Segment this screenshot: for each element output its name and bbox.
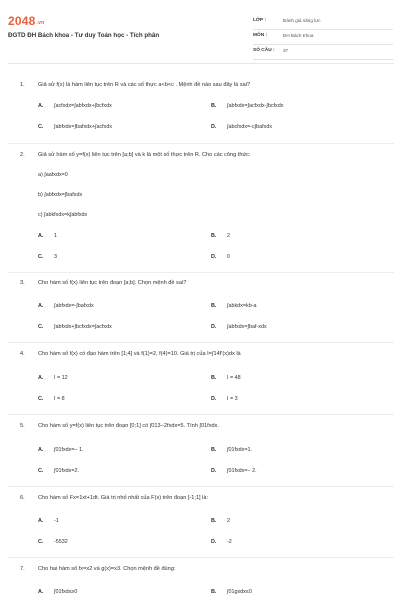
option-c[interactable] [38, 124, 112, 130]
option-key: A. [38, 103, 44, 109]
option-b[interactable] [211, 103, 283, 109]
question-number: 1. [20, 82, 25, 88]
option-text: ∫acfxdx=∫abfxdx+∫bcfxdx [54, 103, 112, 109]
meta-value: ĐH Bách Khoa [283, 33, 314, 38]
meta-label: SỐ CÂU : [253, 48, 275, 53]
option-b[interactable] [211, 233, 230, 239]
option-a[interactable] [38, 103, 112, 109]
option-key: C. [38, 539, 44, 545]
option-key: B. [211, 233, 217, 239]
option-key: A. [38, 518, 44, 524]
site-logo[interactable] [8, 14, 44, 28]
question-separator [8, 414, 394, 415]
meta-row-count [253, 45, 393, 60]
option-text: 0 [227, 254, 230, 260]
option-key: C. [38, 396, 44, 402]
question-separator [8, 342, 394, 343]
option-key: B. [211, 303, 217, 309]
option-text: -2 [227, 539, 232, 545]
option-text: I = 12 [54, 375, 68, 381]
option-key: A. [38, 233, 44, 239]
question-number: 4. [20, 351, 25, 357]
option-key: B. [211, 589, 217, 595]
option-text: ∫01fxdx=1. [227, 447, 253, 453]
question-text: Cho hàm số y=f(x) liên tục trên đoạn [0;1] có ∫013−2fxdx=5. Tính ∫01fxdx. [38, 423, 219, 429]
option-b[interactable] [211, 375, 241, 381]
option-c[interactable] [38, 396, 65, 402]
question-separator [8, 143, 394, 144]
option-key: D. [211, 396, 217, 402]
option-key: A. [38, 447, 44, 453]
option-a[interactable] [38, 589, 77, 595]
option-text: ∫abfxdx=∫bafxdx+∫acfxdx [54, 124, 113, 130]
option-key: A. [38, 303, 44, 309]
option-d[interactable] [211, 539, 232, 545]
statement-b: b) ∫abfxdx=∫bafxdx [38, 192, 83, 198]
option-key: C. [38, 324, 44, 330]
meta-label: MÔN : [253, 33, 268, 38]
question-text: Cho hàm số f(x) có đạo hàm trên [1;4] và f(1)=2, f(4)=10. Giá trị của I=∫14f'(x)dx là [38, 351, 241, 357]
meta-info [253, 15, 393, 60]
option-text: ∫abfxdx+∫bcfxdx=∫acfxdx [54, 324, 112, 330]
option-text: ∫01fxdx=2. [54, 468, 80, 474]
option-text: -5532 [54, 539, 68, 545]
statement-c: c) ∫abkfxdx=k∫abfxdx [38, 212, 88, 218]
option-text: ∫abcfxdx=-c∫bafxdx [227, 124, 273, 130]
option-c[interactable] [38, 324, 112, 330]
option-text: I = 48 [227, 375, 241, 381]
option-key: C. [38, 254, 44, 260]
option-text: 1 [54, 233, 57, 239]
option-a[interactable] [38, 375, 68, 381]
question-number: 5. [20, 423, 25, 429]
question-text: Cho hàm số f(x) liên tục trên đoạn [a;b]. Chọn mệnh đề sai? [38, 280, 187, 286]
statement-a: a) ∫aafxdx=0 [38, 172, 68, 178]
option-text: I = 3 [227, 396, 238, 402]
option-d[interactable] [211, 396, 238, 402]
option-c[interactable] [38, 468, 79, 474]
question-number: 3. [20, 280, 25, 286]
logo-text: 2048 [8, 14, 36, 28]
option-key: B. [211, 375, 217, 381]
meta-value: 37 [283, 48, 289, 53]
option-d[interactable] [211, 254, 230, 260]
question-separator [8, 557, 394, 558]
header-divider [8, 63, 394, 64]
option-text: ∫abkdx=kb-a [227, 303, 257, 309]
header [0, 0, 400, 60]
option-key: D. [211, 124, 217, 130]
option-d[interactable] [211, 324, 267, 330]
logo-suffix: .vn [36, 20, 45, 26]
question-text: Cho hai hàm số fx=x2 và g(x)=x3. Chọn mệnh đề đúng: [38, 566, 176, 572]
option-text: 3 [54, 254, 57, 260]
option-key: C. [38, 468, 44, 474]
option-c[interactable] [38, 539, 68, 545]
option-key: C. [38, 124, 44, 130]
question-text: Cho hàm số Fx=1xt+1dt. Giá trị nhỏ nhất của F(x) trên đoạn [-1;1] là: [38, 495, 209, 501]
option-text: ∫abfxdx=-∫bafxdx [54, 303, 94, 309]
option-text: ∫abfxdx=∫acfxdx-∫bcfxdx [227, 103, 284, 109]
option-c[interactable] [38, 254, 57, 260]
option-b[interactable] [211, 589, 252, 595]
option-text: I = 8 [54, 396, 65, 402]
question-separator [8, 272, 394, 273]
question-separator [8, 486, 394, 487]
option-b[interactable] [211, 303, 257, 309]
option-key: B. [211, 518, 217, 524]
question-number: 2. [20, 152, 25, 158]
option-key: D. [211, 468, 217, 474]
option-key: A. [38, 589, 44, 595]
question-text: Giả sử hàm số y=f(x) liên tục trên [a;b] và k là một số thực trên R. Cho các công thức: [38, 152, 251, 158]
option-d[interactable] [211, 468, 257, 474]
option-key: D. [211, 539, 217, 545]
option-a[interactable] [38, 447, 84, 453]
meta-row-class [253, 15, 393, 30]
option-a[interactable] [38, 233, 57, 239]
option-text: ∫01fxdx≥0 [54, 589, 78, 595]
option-key: B. [211, 447, 217, 453]
question-number: 6. [20, 495, 25, 501]
option-text: ∫01fxdx=− 1. [54, 447, 84, 453]
option-a[interactable] [38, 303, 94, 309]
option-text: 2 [227, 233, 230, 239]
option-d[interactable] [211, 124, 272, 130]
option-text: ∫01gxdx≤0 [227, 589, 252, 595]
option-b[interactable] [211, 447, 252, 453]
option-text: 2 [227, 518, 230, 524]
meta-row-subject [253, 30, 393, 45]
option-key: A. [38, 375, 44, 381]
option-a[interactable] [38, 518, 59, 524]
option-key: D. [211, 254, 217, 260]
option-key: D. [211, 324, 217, 330]
option-text: ∫abfxdx=∫baf-xdx [227, 324, 267, 330]
meta-label: LỚP : [253, 18, 267, 23]
option-text: ∫01fxdx=− 2. [227, 468, 257, 474]
option-key: B. [211, 103, 217, 109]
question-text: Giả sử f(x) là hàm liên tục trên R và các số thực a<b<c . Mệnh đề nào sau đây là sai? [38, 82, 251, 88]
document-title: ĐGTD ĐH Bách khoa - Tư duy Toán học - Tích phân [8, 32, 160, 39]
option-text: -1 [54, 518, 59, 524]
option-b[interactable] [211, 518, 230, 524]
meta-value: Đánh giá năng lực [283, 18, 321, 23]
question-number: 7. [20, 566, 25, 572]
